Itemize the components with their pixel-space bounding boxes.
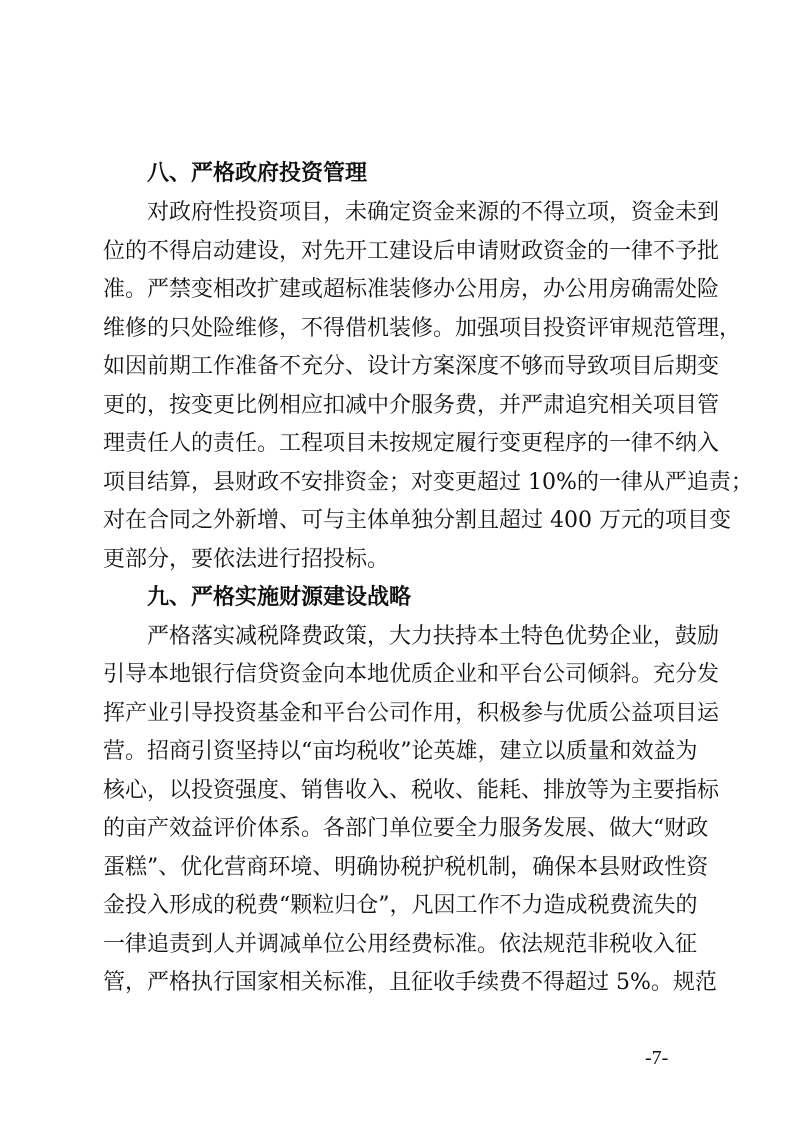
paragraph-line: 如因前期工作准备不充分、设计方案深度不够而导致项目后期变 — [103, 354, 720, 379]
paragraph-line: 项目结算，县财政不安排资金；对变更超过 10%的一律从严追责； — [103, 470, 753, 495]
paragraph-line: 的亩产效益评价体系。各部门单位要全力服务发展、做大“财政 — [103, 816, 709, 841]
paragraph-line: 更部分，要依法进行招投标。 — [103, 547, 390, 572]
paragraph-line: 核心，以投资强度、销售收入、税收、能耗、排放等为主要指标 — [103, 778, 720, 803]
paragraph-line: 引导本地银行信贷资金向本地优质企业和平台公司倾斜。充分发 — [103, 662, 720, 687]
paragraph-line: 准。严禁变相改扩建或超标准装修办公用房，办公用房确需处险 — [103, 277, 720, 302]
paragraph-line: 对政府性投资项目，未确定资金来源的不得立项，资金未到 — [147, 200, 720, 225]
section-heading: 八、严格政府投资管理 — [147, 161, 368, 186]
paragraph-line: 理责任人的责任。工程项目未按规定履行变更程序的一律不纳入 — [103, 431, 720, 456]
paragraph-line: 更的，按变更比例相应扣减中介服务费，并严肃追究相关项目管 — [103, 393, 720, 418]
paragraph-line: 挥产业引导投资基金和平台公司作用，积极参与优质公益项目运 — [103, 701, 720, 726]
paragraph-line: 维修的只处险维修，不得借机装修。加强项目投资评审规范管理， — [103, 316, 742, 341]
paragraph-line: 严格落实减税降费政策，大力扶持本土特色优势企业，鼓励 — [147, 624, 720, 649]
paragraph-line: 蛋糕”、优化营商环境、明确协税护税机制，确保本县财政性资 — [103, 855, 709, 880]
paragraph-line: 营。招商引资坚持以“亩均税收”论英雄，建立以质量和效益为 — [103, 739, 698, 764]
section-heading: 九、严格实施财源建设战略 — [147, 585, 412, 610]
paragraph-line: 管，严格执行国家相关标准，且征收手续费不得超过 5%。规范 — [103, 970, 717, 995]
paragraph-line: 一律追责到人并调减单位公用经费标准。依法规范非税收入征 — [103, 932, 698, 957]
page-number: -7- — [645, 1047, 669, 1069]
paragraph-line: 金投入形成的税费“颗粒归仓”，凡因工作不力造成税费流失的 — [103, 893, 698, 918]
paragraph-line: 对在合同之外新增、可与主体单独分割且超过 400 万元的项目变 — [103, 508, 731, 533]
paragraph-line: 位的不得启动建设，对先开工建设后申请财政资金的一律不予批 — [103, 239, 720, 264]
